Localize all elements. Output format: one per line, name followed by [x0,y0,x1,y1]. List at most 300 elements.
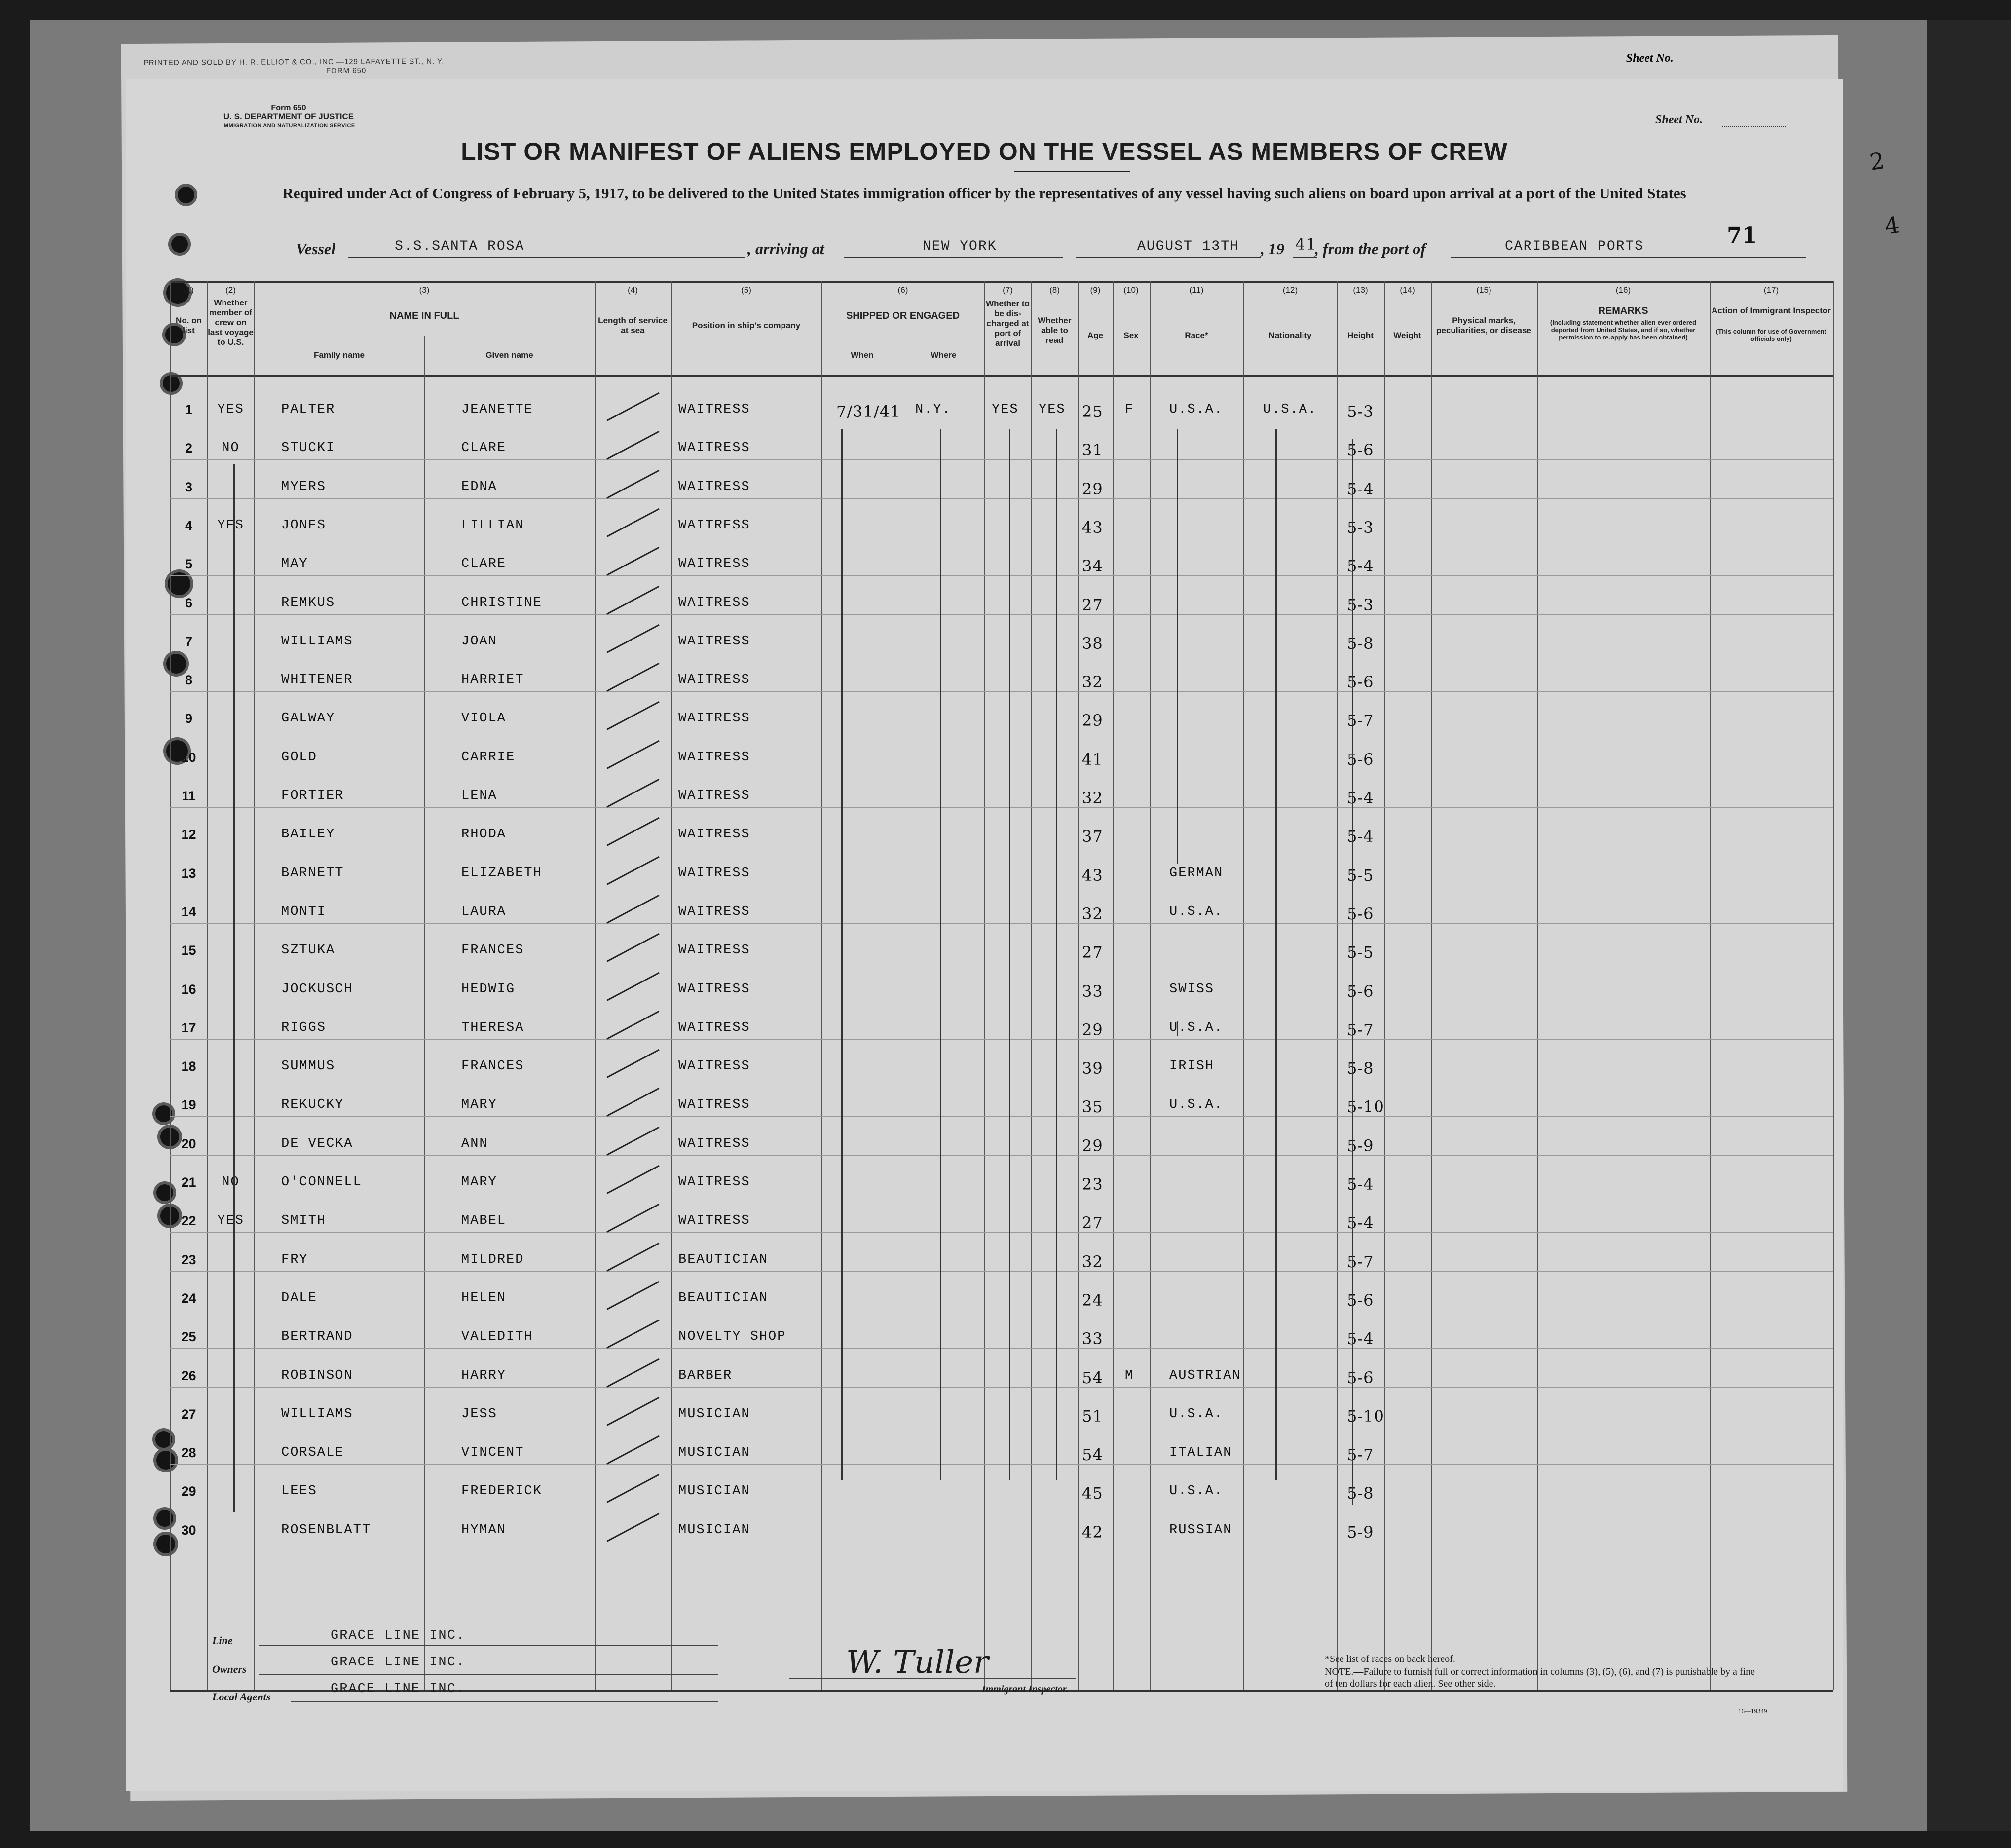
row-age: 42 [1082,1522,1103,1542]
row-position: WAITRESS [678,557,750,572]
row-number: 25 [181,1329,196,1345]
col-number-11: (11) [1189,285,1204,295]
header-where: Where [931,350,957,360]
row-height: 5-7 [1347,711,1374,730]
service-tick-mark [606,1242,659,1271]
row-position: WAITRESS [678,1059,750,1074]
row-position: BEAUTICIAN [678,1252,769,1267]
row-position: MUSICIAN [678,1484,750,1499]
table-row [170,1320,1833,1358]
row-family-name: O'CONNELL [281,1175,362,1190]
row-given-name: ANN [461,1136,488,1151]
header-bottom-border [170,375,1833,377]
row-height: 5-5 [1347,943,1374,962]
row-height: 5-6 [1347,750,1374,769]
row-number: 24 [181,1290,196,1306]
row-race: U.S.A. [1169,1484,1224,1499]
table-row [170,856,1833,895]
row-race: AUSTRIAN [1169,1368,1241,1383]
row-family-name: LEES [281,1484,317,1499]
ditto-line [1177,429,1178,864]
col-border [1833,281,1834,1690]
row-height: 5-7 [1347,1252,1374,1271]
row-race: U.S.A. [1169,1406,1224,1422]
row-family-name: ROSENBLATT [281,1522,372,1538]
row-height: 5-9 [1347,1136,1374,1155]
row-position: WAITRESS [678,943,750,958]
row-race: U.S.A. [1169,1020,1224,1035]
row-family-name: JONES [281,518,327,533]
row-family-name: DALE [281,1290,317,1306]
header-weight: Weight [1393,331,1421,340]
ditto-line [1056,429,1057,1480]
row-position: MUSICIAN [678,1522,750,1538]
service-tick-mark [606,701,659,730]
row-height: 5-3 [1347,518,1374,537]
row-number: 15 [181,943,196,958]
row-number: 5 [185,557,193,572]
row-given-name: VALEDITH [461,1329,533,1345]
table-row [170,1397,1833,1435]
row-shipped-when: 7/31/41 [836,402,901,421]
back-sheet-no-label: Sheet No. [1626,51,1674,65]
header-discharged: Whether to be dis-charged at port of arrival [986,299,1030,348]
row-age: 32 [1082,673,1103,692]
service-tick-mark [606,624,659,653]
ditto-line [841,429,843,1480]
row-number: 12 [181,827,196,842]
table-row [170,933,1833,972]
row-family-name: SZTUKA [281,943,335,958]
row-number: 4 [185,518,193,533]
table-row [170,624,1833,663]
row-number: 11 [182,789,196,803]
row-family-name: WHITENER [281,673,353,688]
col-number-10: (10) [1123,285,1139,295]
header-action-note: (This column for use of Government officials only) [1716,328,1826,342]
col-number-4: (4) [628,285,638,295]
row-number: 9 [185,711,193,726]
row-given-name: HARRY [461,1368,507,1383]
header-remarks-note: (Including statement whether alien ever ordered deported from United States, and if so, whether permission to re-apply has been obtained) [1550,319,1697,341]
row-sex: M [1125,1368,1134,1383]
service-tick-mark [606,740,659,769]
row-age: 54 [1082,1445,1103,1465]
race-list-note: *See list of races on back hereof. [1325,1654,1455,1664]
sheet-no-line [1722,126,1786,127]
row-family-name: JOCKUSCH [281,981,353,997]
arriving-label: , arriving at [747,240,824,258]
row-last-voyage: NO [222,441,240,456]
arriving-port: NEW YORK [923,239,997,254]
header-family-name: Family name [314,350,365,360]
row-family-name: MYERS [281,479,327,494]
row-height: 5-4 [1347,479,1374,498]
row-age: 25 [1082,402,1103,421]
row-given-name: LILLIAN [461,518,524,533]
row-given-name: JEANETTE [461,402,533,417]
row-height: 5-3 [1347,402,1374,421]
row-family-name: REMKUS [281,595,335,610]
row-given-name: JOAN [461,634,497,649]
ditto-line [1352,439,1353,1505]
vessel-info-row [126,237,1843,262]
row-position: WAITRESS [678,673,750,688]
col-number-6: (6) [897,285,908,295]
row-age: 32 [1082,904,1103,923]
row-height: 5-6 [1347,981,1374,1001]
row-family-name: MONTI [281,904,327,919]
row-given-name: MARY [461,1097,497,1113]
row-height: 5-7 [1347,1445,1374,1465]
table-row [170,1011,1833,1049]
row-position: MUSICIAN [678,1445,750,1461]
row-position: WAITRESS [678,1020,750,1035]
row-given-name: CLARE [461,557,507,572]
form-number: Form 650 [271,104,306,112]
row-position: WAITRESS [678,904,750,919]
row-race: U.S.A. [1169,904,1224,919]
row-given-name: EDNA [461,479,497,494]
from-port: CARIBBEAN PORTS [1505,239,1644,254]
table-row [170,392,1833,431]
header-physical-marks: Physical marks, peculiarities, or disease [1436,316,1531,335]
header-position: Position in ship's company [692,321,801,330]
row-height: 5-4 [1347,1329,1374,1349]
row-age: 33 [1082,1329,1103,1349]
row-family-name: SMITH [281,1213,327,1229]
row-family-name: DE VECKA [281,1136,353,1151]
row-age: 43 [1082,518,1103,537]
table-row [170,1474,1833,1512]
row-age: 35 [1082,1097,1103,1117]
table-row [170,740,1833,779]
row-position: WAITRESS [678,479,750,494]
service-tick-mark [606,817,659,846]
row-number: 3 [185,479,193,494]
ditto-line [940,429,941,1480]
punch-hole [155,1431,172,1448]
col-number-5: (5) [741,285,751,295]
inspector-signature-line [789,1678,1076,1679]
service-tick-mark [606,508,659,537]
col-number-8: (8) [1049,285,1060,295]
row-race: SWISS [1169,981,1215,997]
table-row [170,547,1833,585]
row-height: 5-10 [1347,1406,1384,1426]
service-tick-mark [606,1513,659,1542]
table-row [170,1165,1833,1204]
table-row [170,701,1833,740]
frame-edge-left [0,0,30,1848]
row-height: 5-6 [1347,1290,1374,1310]
row-position: WAITRESS [678,827,750,842]
row-given-name: ELIZABETH [461,866,542,881]
col-number-15: (15) [1476,285,1491,295]
col-number-1: (1) [184,285,194,295]
row-given-name: LENA [461,789,497,803]
ditto-line [1275,429,1277,1480]
row-number: 27 [181,1406,196,1422]
row-given-name: MABEL [461,1213,507,1229]
row-height: 5-6 [1347,441,1374,460]
row-age: 27 [1082,1213,1103,1233]
row-family-name: BAILEY [281,827,335,842]
service-tick-mark [606,933,659,962]
year-prefix: , 19 [1261,240,1284,258]
page-title: LIST OR MANIFEST OF ALIENS EMPLOYED ON THE VESSEL AS MEMBERS OF CREW [461,138,1508,165]
ditto-line [233,464,235,1512]
row-position: BEAUTICIAN [678,1290,769,1306]
row-number: 2 [185,441,193,456]
margin-mark: 2 [1868,147,1886,176]
row-number: 23 [181,1252,196,1267]
service-tick-mark [606,1204,659,1233]
row-family-name: MAY [281,557,308,572]
row-age: 29 [1082,1020,1103,1039]
footer-agents-value: GRACE LINE INC. [331,1682,466,1697]
row-race: U.S.A. [1169,1097,1224,1113]
service-tick-mark [606,1397,659,1426]
row-position: WAITRESS [678,518,750,533]
service-tick-mark [606,1049,659,1078]
row-number: 14 [181,904,196,919]
row-age: 45 [1082,1484,1103,1503]
row-race: GERMAN [1169,866,1224,881]
title-underline [1014,171,1130,172]
row-height: 5-10 [1347,1097,1384,1117]
row-given-name: CARRIE [461,750,516,765]
row-family-name: STUCKI [281,441,335,456]
row-height: 5-4 [1347,789,1374,807]
header-action-inspector: Action of Immigrant Inspector [1712,306,1831,315]
row-last-voyage: YES [217,518,244,533]
printer-form: FORM 650 [326,66,367,75]
service-tick-mark [606,469,659,498]
table-row [170,663,1833,701]
row-position: WAITRESS [678,711,750,726]
row-family-name: GALWAY [281,711,335,726]
row-age: 41 [1082,750,1103,769]
header-remarks: REMARKS [1598,305,1648,316]
crew-manifest-table [170,281,1833,1690]
row-position: WAITRESS [678,595,750,610]
manifest-sheet [126,79,1843,1791]
row-age: 24 [1082,1290,1103,1310]
service-tick-mark [606,972,659,1001]
service-tick-mark [606,547,659,576]
row-position: BARBER [678,1368,733,1383]
from-label: , from the port of [1315,240,1426,258]
row-sex: F [1125,402,1134,417]
row-number: 19 [181,1097,196,1113]
row-last-voyage: YES [217,1213,244,1229]
col-number-12: (12) [1282,285,1298,295]
row-position: WAITRESS [678,402,750,417]
table-row [170,817,1833,856]
frame-edge-bottom [0,1831,2011,1848]
col-number-2: (2) [225,285,236,295]
table-row [170,895,1833,933]
printer-line: PRINTED AND SOLD BY H. R. ELLIOT & CO., INC.—129 LAFAYETTE ST., N. Y. [143,57,445,67]
row-number: 13 [181,866,196,881]
row-given-name: VINCENT [461,1445,524,1461]
row-height: 5-9 [1347,1522,1374,1542]
row-height: 5-4 [1347,1175,1374,1194]
header-given-name: Given name [485,350,533,360]
row-family-name: FRY [281,1252,308,1267]
row-given-name: CHRISTINE [461,595,542,610]
footer-agents-label: Local Agents [212,1691,271,1703]
row-position: WAITRESS [678,1213,750,1229]
department-name: U. S. DEPARTMENT OF JUSTICE [223,112,354,121]
service-tick-mark [606,392,659,421]
row-race: RUSSIAN [1169,1522,1232,1538]
header-shipped-engaged: SHIPPED OR ENGAGED [846,310,960,321]
row-age: 31 [1082,441,1103,460]
frame-edge-top [0,0,2011,20]
table-row [170,1243,1833,1281]
row-number: 10 [181,750,196,765]
row-family-name: WILLIAMS [281,1406,353,1422]
header-member-last-voyage: Whether member of crew on last voyage to U.S. [208,298,254,347]
service-tick-mark [606,585,659,614]
header-name-in-full: NAME IN FULL [389,310,459,321]
row-discharged: YES [992,402,1019,417]
row-family-name: CORSALE [281,1445,344,1461]
service-tick-mark [606,856,659,885]
row-height: 5-6 [1347,673,1374,692]
print-code: 16—19349 [1738,1707,1767,1715]
row-number: 30 [181,1522,196,1538]
row-age: 51 [1082,1406,1103,1426]
row-number: 1 [185,402,193,417]
row-height: 5-8 [1347,1059,1374,1078]
footer-line-label: Line [212,1634,233,1647]
row-given-name: MARY [461,1175,497,1190]
row-race: ITALIAN [1169,1445,1232,1461]
header-sex: Sex [1123,331,1139,340]
row-family-name: REKUCKY [281,1097,344,1113]
table-row [170,779,1833,817]
footer-owners-value: GRACE LINE INC. [331,1655,466,1670]
row-given-name: HELEN [461,1290,507,1306]
service-tick-mark [606,1435,659,1465]
row-given-name: HYMAN [461,1522,507,1538]
row-number: 7 [185,634,193,649]
service-name: IMMIGRATION AND NATURALIZATION SERVICE [222,123,355,129]
page-subtitle: Required under Act of Congress of February 5, 1917, to be delivered to the United States immigration officer by the representatives of any vessel having such aliens on board upon arrival at a port of the United States [282,185,1686,202]
row-age: 43 [1082,866,1103,885]
row-age: 29 [1082,479,1103,498]
row-given-name: HEDWIG [461,981,516,997]
row-family-name: BARNETT [281,866,344,881]
service-tick-mark [606,1320,659,1349]
service-tick-mark [606,663,659,692]
form-identifier [210,104,368,130]
row-position: WAITRESS [678,981,750,997]
table-row [170,1088,1833,1126]
table-row [170,1204,1833,1242]
frame-edge-right [1927,0,2011,1848]
year-suffix: 41 [1295,235,1317,254]
row-number: 29 [181,1484,196,1499]
service-tick-mark [606,779,659,808]
inspector-label: Immigrant Inspector. [982,1684,1069,1695]
row-position: WAITRESS [678,789,750,803]
row-age: 27 [1082,595,1103,614]
service-tick-mark [606,895,659,924]
margin-mark: 4 [1883,211,1901,240]
col-number-7: (7) [1003,285,1013,295]
sheet-no-label: Sheet No. [1655,113,1703,126]
row-given-name: FREDERICK [461,1484,542,1499]
table-row [170,1513,1833,1551]
row-given-name: FRANCES [461,943,524,958]
service-tick-mark [606,1281,659,1310]
row-number: 6 [185,595,193,610]
service-tick-mark [606,1088,659,1117]
table-row [170,1435,1833,1474]
row-number: 22 [181,1213,196,1229]
row-given-name: MILDRED [461,1252,524,1267]
service-tick-mark [606,1358,659,1387]
punch-hole [155,1105,172,1122]
row-number: 8 [185,673,193,688]
row-family-name: WILLIAMS [281,634,353,649]
row-shipped-where: N.Y. [915,402,951,417]
row-position: WAITRESS [678,441,750,456]
footer-owners-label: Owners [212,1663,247,1675]
row-family-name: SUMMUS [281,1059,335,1074]
row-family-name: PALTER [281,402,335,417]
row-height: 5-6 [1347,1368,1374,1387]
row-height: 5-4 [1347,1213,1374,1233]
service-tick-mark [606,1011,659,1040]
row-family-name: FORTIER [281,789,344,803]
row-family-name: ROBINSON [281,1368,353,1383]
table-row [170,1281,1833,1320]
header-race: Race* [1185,331,1208,340]
header-age: Age [1087,331,1104,340]
header-no-on-list: No. on list [176,316,202,335]
row-number: 26 [181,1368,196,1383]
row-position: WAITRESS [678,634,750,649]
row-number: 20 [181,1136,196,1151]
row-height: 5-3 [1347,595,1374,614]
row-given-name: CLARE [461,441,507,456]
row-race: U.S.A. [1169,402,1224,417]
row-given-name: VIOLA [461,711,507,726]
service-tick-mark [606,431,659,460]
row-age: 37 [1082,827,1103,846]
row-height: 5-4 [1347,827,1374,846]
table-top-border [170,281,1833,283]
col-number-3: (3) [419,285,430,295]
row-position: WAITRESS [678,866,750,881]
col-number-17: (17) [1763,285,1779,295]
vessel-label: Vessel [296,240,335,258]
row-number: 28 [181,1445,196,1461]
row-nationality: U.S.A. [1263,402,1317,417]
row-last-voyage: NO [222,1175,240,1190]
header-length-service: Length of service at sea [598,316,668,335]
arrival-date: AUGUST 13TH [1137,239,1239,254]
header-nationality: Nationality [1268,331,1312,340]
col-number-9: (9) [1090,285,1101,295]
row-given-name: THERESA [461,1020,524,1035]
row-position: WAITRESS [678,1175,750,1190]
